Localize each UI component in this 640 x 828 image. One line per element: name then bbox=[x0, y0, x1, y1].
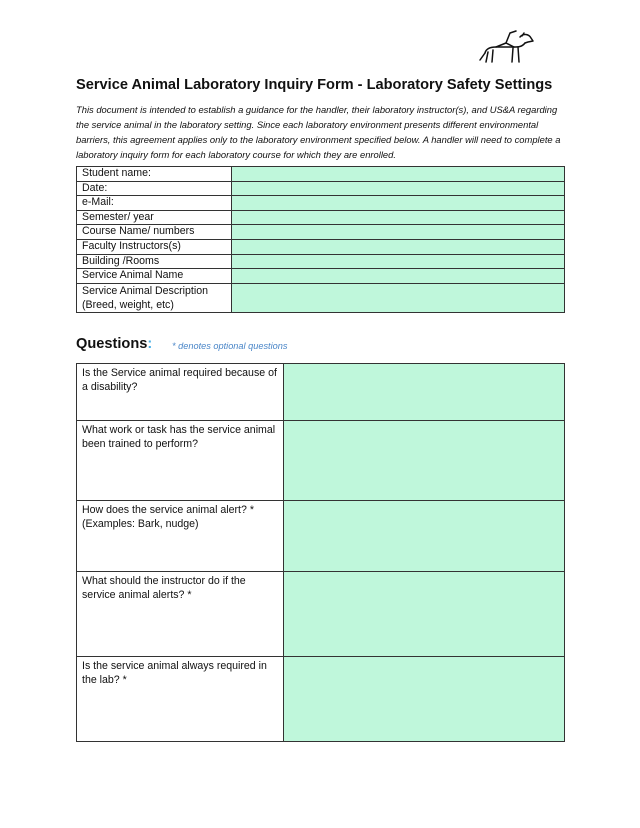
questions-heading-colon: : bbox=[147, 336, 153, 352]
answer-field[interactable] bbox=[284, 657, 565, 742]
optional-note: * denotes optional questions bbox=[172, 341, 288, 351]
question-text: Is the Service animal required because of a disability? bbox=[77, 364, 284, 421]
date-field[interactable] bbox=[232, 181, 565, 196]
questions-heading-text: Questions bbox=[76, 336, 148, 352]
info-label: Service Animal Name bbox=[77, 269, 232, 284]
course-name-field[interactable] bbox=[232, 225, 565, 240]
answer-field[interactable] bbox=[284, 421, 565, 501]
info-label: Course Name/ numbers bbox=[77, 225, 232, 240]
question-text: What should the instructor do if the service animal alerts? * bbox=[77, 572, 284, 657]
question-text: How does the service animal alert? * (Examples: Bark, nudge) bbox=[77, 501, 284, 572]
faculty-instructors-field[interactable] bbox=[232, 239, 565, 254]
questions-table bbox=[76, 363, 565, 742]
question-row bbox=[77, 572, 565, 657]
questions-heading bbox=[76, 336, 152, 352]
student-info-table bbox=[76, 166, 565, 313]
info-row-animal-name bbox=[77, 269, 565, 284]
semester-year-field[interactable] bbox=[232, 210, 565, 225]
service-animal-description-field[interactable] bbox=[232, 283, 565, 312]
service-dog-icon bbox=[476, 28, 536, 66]
info-label: Building /Rooms bbox=[77, 254, 232, 269]
info-row-date bbox=[77, 181, 565, 196]
answer-field[interactable] bbox=[284, 364, 565, 421]
question-text: What work or task has the service animal been trained to perform? bbox=[77, 421, 284, 501]
form-title: Service Animal Laboratory Inquiry Form - Laboratory Safety Settings bbox=[76, 77, 553, 93]
question-row bbox=[77, 501, 565, 572]
service-animal-name-field[interactable] bbox=[232, 269, 565, 284]
info-label: e-Mail: bbox=[77, 196, 232, 211]
info-row-semester bbox=[77, 210, 565, 225]
info-row-email bbox=[77, 196, 565, 211]
answer-field[interactable] bbox=[284, 572, 565, 657]
info-label: Semester/ year bbox=[77, 210, 232, 225]
info-row-faculty bbox=[77, 239, 565, 254]
info-row-course bbox=[77, 225, 565, 240]
email-field[interactable] bbox=[232, 196, 565, 211]
building-rooms-field[interactable] bbox=[232, 254, 565, 269]
info-row-student-name bbox=[77, 167, 565, 182]
info-label: Service Animal Description (Breed, weight, etc) bbox=[77, 283, 232, 312]
answer-field[interactable] bbox=[284, 501, 565, 572]
question-row bbox=[77, 364, 565, 421]
info-row-animal-description bbox=[77, 283, 565, 312]
form-intro: This document is intended to establish a guidance for the handler, their laboratory instructor(s), and US&A regarding the service animal in the laboratory setting. Since each laboratory environment presents different environmental barriers, this agreement applies only to the laboratory environment specified below. A handler will need to complete a laboratory inquiry form for each laboratory course for which they are enrolled. bbox=[76, 104, 561, 160]
student-name-field[interactable] bbox=[232, 167, 565, 182]
question-row bbox=[77, 657, 565, 742]
info-label: Student name: bbox=[77, 167, 232, 182]
info-label: Date: bbox=[77, 181, 232, 196]
question-row bbox=[77, 421, 565, 501]
question-text: Is the service animal always required in the lab? * bbox=[77, 657, 284, 742]
info-row-building bbox=[77, 254, 565, 269]
info-label: Faculty Instructors(s) bbox=[77, 239, 232, 254]
